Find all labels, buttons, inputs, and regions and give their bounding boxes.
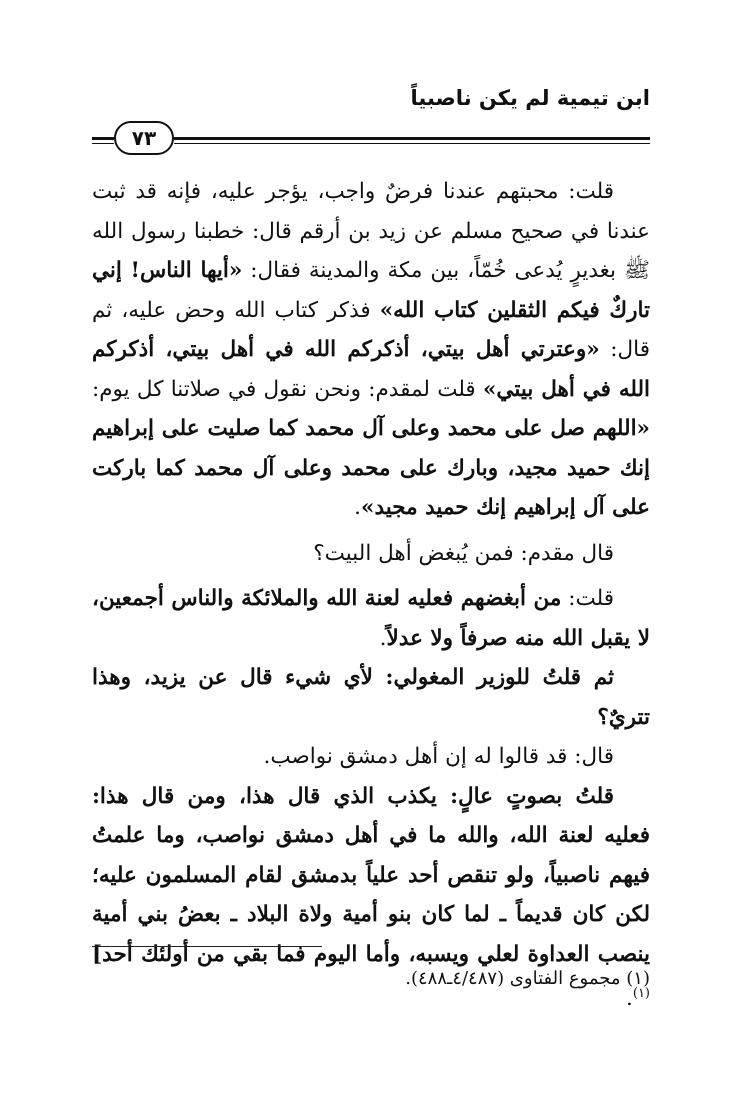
header-rule-left [92, 137, 114, 144]
paragraph-3 [92, 579, 650, 658]
hadith-quote: «وعترتي أهل بيتي، أذكركم الله في أهل بيتي، أذكركم الله في أهل بيتي» [92, 337, 651, 402]
bold-run: لأي شيء قال عن يزيد، وهذا تتريٌ؟ [92, 665, 650, 730]
footnote-number: (١) [626, 968, 650, 989]
running-title: ابن تيمية لم يكن ناصبياً [410, 86, 650, 110]
paragraph-4 [92, 658, 650, 737]
footnote-text: مجموع الفتاوى (٤/٤٨٧ـ٤٨٨). [405, 968, 621, 989]
text-run: . [379, 625, 387, 651]
footnote [405, 968, 650, 989]
prayer-quote: «اللهم صل على محمد وعلى آل محمد كما صليت على إبراهيم إنك حميد مجيد، وبارك على محمد وعلى آل محمد كما باركت على آل إبراهيم إنك حميد مجيد» [92, 416, 650, 520]
text-run: قلت: [561, 586, 614, 611]
text-run: . [626, 986, 633, 1012]
paragraph-2: قال مقدم: فمن يُبغض أهل البيت؟ [313, 540, 614, 566]
footnote-marker: (١) [632, 986, 650, 1001]
text-run: . [354, 495, 361, 520]
page-number-badge [114, 121, 174, 155]
page-number: ٧٣ [131, 126, 157, 150]
hadith-quote: «أيها الناس! إني تاركٌ فيكم الثقلين كتاب الله» [92, 258, 650, 323]
main-text [92, 172, 650, 1019]
bold-run: يكذب الذي قال هذا، ومن قال هذا: فعليه لعنة الله، والله ما في أهل دمشق نواصب، وما علمتُ فيهم ناصبياً، ولو تنقص أحد علياً بدمشق لقام المسلمون عليه؛ لكن كان قديماً ـ لما كان بنو أمية ولاة البلاد ـ بعضُ بني أمية ينصب العداوة لعلي ويسبه، وأما اليوم فما بقي من أولئك أحد] [92, 783, 650, 967]
bold-run: ثم قلتُ للوزير المغولي: [372, 665, 614, 690]
text-run: قلت: محبتهم عندنا فرضٌ واجب، يؤجر عليه، فإنه قد ثبت عندنا في صحيح مسلم عن زيد بن أرقم قال: خطبنا رسول الله ﷺ بغديرٍ يُدعى خُمّاً، بين مكة والمدينة فقال: [92, 179, 650, 283]
header-rule [174, 137, 650, 144]
paragraph-5: قال: قد قالوا له إن أهل دمشق نواصب. [263, 744, 614, 769]
text-run: فذكر كتاب الله وحض عليه، ثم قال: [92, 297, 651, 362]
bold-run: قلتُ بصوتٍ عالٍ: [436, 783, 615, 809]
footnote-rule [92, 946, 322, 947]
bold-run: من أبغضهم فعليه لعنة الله والملائكة والناس أجمعين، لا يقبل الله منه صرفاً ولا عدلاً [92, 586, 650, 651]
paragraph-1 [92, 172, 650, 528]
text-run: قلت لمقدم: ونحن نقول في صلاتنا كل يوم: [92, 376, 483, 402]
